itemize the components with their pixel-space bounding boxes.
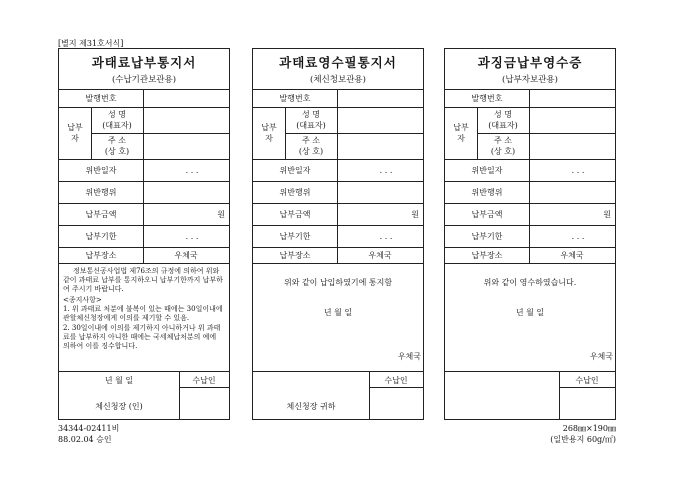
- won-unit: 원: [411, 210, 419, 219]
- form-subtitle: (수납기관보관용): [111, 75, 177, 85]
- footer-left: [58, 423, 119, 445]
- form-payment-notice: [58, 48, 230, 420]
- deadline-label: 납부기한: [471, 232, 503, 241]
- name-label: 성 명 (대표자): [102, 110, 132, 130]
- receiver-label: 수납인: [192, 376, 216, 385]
- violation-act-label: 위반행위: [471, 188, 503, 197]
- deadline-label: 납부기한: [85, 232, 117, 241]
- deadline-value: . . .: [571, 232, 585, 241]
- paper-spec: (일반용지 60g/㎡): [550, 435, 616, 444]
- post-office-name: 우체국: [397, 352, 421, 361]
- won-unit: 원: [603, 210, 611, 219]
- form-title: 과태료영수필통지서: [279, 55, 397, 70]
- payer-label: 납부 자: [67, 123, 83, 143]
- form-receipt-notice: [252, 48, 424, 420]
- address-label: 주 소 (상 호): [104, 136, 130, 156]
- deadline-label: 납부기한: [279, 232, 311, 241]
- address-label: 주 소 (상 호): [298, 136, 324, 156]
- date-line: 년 월 일: [104, 376, 134, 385]
- notice-heading: <종지사항>: [63, 296, 102, 304]
- post-office-name: 우체국: [589, 352, 613, 361]
- address-label: 주 소 (상 호): [490, 136, 516, 156]
- form-subtitle: (체신청보관용): [310, 75, 366, 85]
- form-tag: [별지 제31호서식]: [58, 39, 124, 48]
- issue-no-label: 발행번호: [85, 94, 117, 103]
- footer-right: [500, 423, 616, 445]
- deadline-value: . . .: [185, 232, 199, 241]
- form-title: 과태료납부통지서: [91, 55, 197, 70]
- violation-date-label: 위반일자: [471, 166, 503, 175]
- issue-no-label: 발행번호: [471, 94, 503, 103]
- receiver-label: 수납인: [384, 376, 408, 385]
- notice-main: 정보통신공사업법 제76조의 규정에 의하여 위와 같이 과태료 납부를 통지하오니 납부기한까지 납부하여 주시기 바랍니다.: [63, 267, 223, 294]
- paper-size: 268㎜×190㎜: [562, 424, 616, 433]
- place-label: 납부장소: [279, 251, 311, 260]
- amount-label: 납부금액: [85, 210, 117, 219]
- form-subtitle: (납부자보관용): [502, 75, 558, 85]
- notice-item-1: 1. 위 과태료 처분에 불복이 있는 때에는 30일이내에 관할체신청장에게 이의를 제기할 수 있음.: [63, 305, 223, 323]
- amount-label: 납부금액: [471, 210, 503, 219]
- name-label: 성 명 (대표자): [488, 110, 518, 130]
- violation-date-label: 위반일자: [85, 166, 117, 175]
- violation-date-label: 위반일자: [279, 166, 311, 175]
- issue-no-label: 발행번호: [279, 94, 311, 103]
- payer-label: 납부 자: [261, 123, 277, 143]
- violation-date-value: . . .: [185, 166, 199, 175]
- amount-label: 납부금액: [279, 210, 311, 219]
- deadline-value: . . .: [379, 232, 393, 241]
- date-line: 년 월 일: [323, 308, 353, 317]
- place-value: 우체국: [368, 251, 392, 260]
- violation-act-label: 위반행위: [85, 188, 117, 197]
- violation-act-label: 위반행위: [279, 188, 311, 197]
- notice-message: 위와 같이 납입하였기에 통지함: [283, 278, 393, 287]
- place-value: 우체국: [560, 251, 584, 260]
- place-label: 납부장소: [85, 251, 117, 260]
- name-label: 성 명 (대표자): [296, 110, 326, 130]
- place-label: 납부장소: [471, 251, 503, 260]
- notice-item-2: 2. 30일이내에 이의를 제기하지 아니하거나 위 과태료를 납부하지 아니한 때에는 국세체납처분의 예에 의하여 이를 징수합니다.: [63, 324, 221, 351]
- violation-date-value: . . .: [571, 166, 585, 175]
- approval-date: 88.02.04 승인: [58, 435, 112, 444]
- won-unit: 원: [217, 210, 225, 219]
- form-penalty-receipt: [444, 48, 616, 420]
- authority-signature: 체신청장 (인): [95, 402, 143, 411]
- addressee: 체신청장 귀하: [286, 402, 336, 411]
- receipt-message: 위와 같이 영수하였습니다.: [483, 278, 577, 287]
- violation-date-value: . . .: [379, 166, 393, 175]
- date-line: 년 월 일: [515, 308, 545, 317]
- receiver-label: 수납인: [575, 376, 599, 385]
- form-code: 34344-02411비: [58, 424, 120, 433]
- place-value: 우체국: [174, 251, 198, 260]
- payer-label: 납부 자: [453, 123, 469, 143]
- form-title: 과징금납부영수증: [477, 55, 583, 70]
